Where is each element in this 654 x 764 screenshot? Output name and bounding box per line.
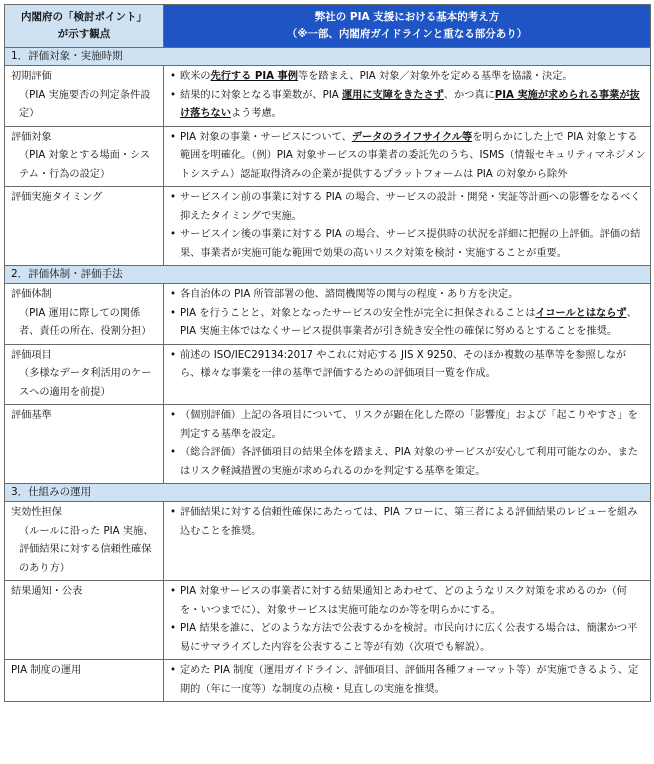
row-sublabel: （PIA 対象とする場面・システム・行為の設定） [19,150,151,180]
header-left-cell [5,5,164,48]
row-sublabel: （多様なデータ利活用のケースへの適用を前提） [19,368,152,398]
bullet-item [168,305,646,342]
pia-table [4,4,651,702]
row-label-cell [5,405,164,484]
bullet-text: サービスイン後の事業に対する PIA の場合、サービス提供時の状況を詳細に把握の上評価。評価の結果、事業者が実施可能な範囲で効果の高いリスク対策を検討・実施することが重要。 [180,229,641,259]
bullet-item [168,444,646,481]
row-label-cell [5,187,164,266]
bullet-text: よう考慮。 [230,108,282,119]
bullet-text: 、かつ真に [443,89,495,101]
header-left-line2: が示す観点 [57,28,111,40]
bullet-text: 結果的に対象となる事業数が、PIA [180,89,342,101]
bullet-item [168,68,646,87]
row-content-cell [164,660,651,702]
table-row [5,126,651,187]
bullet-item [168,407,646,444]
row-label: 評価実施タイミング [11,192,103,203]
bullet-item [168,583,646,620]
emphasis-text: PIA 実施が求められる事業が抜け落ちない [180,89,640,119]
row-sublabel: （PIA 実施要否の判定条件設定） [19,89,151,119]
row-sublabel: （ルールに沿った PIA 実施、評価結果に対する信頼性確保のあり方） [19,525,154,574]
row-label: 評価項目 [11,349,52,361]
section-header-row [5,484,651,502]
row-label: 評価基準 [11,410,52,421]
header-right-line1: 弊社の PIA 支援における基本的考え方 [314,11,500,23]
table-header-row [5,5,651,48]
row-label: 実効性担保 [11,507,62,518]
row-label: 初期評価 [11,71,52,82]
table-row [5,581,651,660]
row-label-cell [5,581,164,660]
bullet-text: を明らかにした上で PIA 対象とする範囲を明確化。（例）PIA 対象サービスの事業者の委託先のうち、ISMS（情報セキュリティマネジメントシステム）認証取得済みの企業が提供するプラットフォームは PIA の対象から除外 [180,131,646,180]
bullet-text: PIA 結果を誰に、どのような方法で公表するかを検討。市民向けに広く公表する場合は、簡潔かつ平易にサマライズした内容を公表すること等が有効（次項でも解説）。 [180,623,638,653]
row-content-cell [164,284,651,345]
bullet-item [168,620,646,657]
bullet-text: （総合評価）各評価項目の結果全体を踏まえ、PIA 対象のサービスが安心して利用可能なのか、またはリスク軽減措置の実施が求められるのかを判定する基準を策定。 [180,447,639,477]
section-header-row [5,266,651,284]
bullet-item [168,189,646,226]
table-row [5,405,651,484]
bullet-text: PIA 対象サービスの事業者に対する結果通知とあわせて、どのようなリスク対策を求めるのか（何を・いつまでに）、対象サービスは実施可能なのか等を明らかにする。 [180,586,627,616]
bullet-item [168,347,646,384]
row-content-cell [164,405,651,484]
row-label-cell [5,502,164,581]
bullet-text: サービスイン前の事業に対する PIA の場合、サービスの設計・開発・実証等計画への影響をなるべく抑えたタイミングで実施。 [180,192,641,222]
header-left-line1: 内閣府の「検討ポイント」 [21,11,147,23]
emphasis-text: 運用に支障をきたさず [341,89,444,101]
section-title: 2．評価体制・評価手法 [5,266,651,284]
section-title: 1．評価対象・実施時期 [5,48,651,66]
row-content-cell [164,344,651,405]
bullet-text: （個別評価）上記の各項目について、リスクが顕在化した際の「影響度」および「起こりやすさ」を判定する基準を設定。 [180,410,638,440]
bullet-item [168,286,646,305]
row-content-cell [164,126,651,187]
bullet-text: 欧米の [180,71,211,82]
table-row [5,66,651,127]
bullet-text: PIA を行うことと、対象となったサービスの安全性が完全に担保されることは [180,307,536,319]
row-content-cell [164,581,651,660]
row-content-cell [164,187,651,266]
table-row [5,187,651,266]
bullet-item [168,226,646,263]
row-content-cell [164,502,651,581]
table-row [5,660,651,702]
section-title: 3．仕組みの運用 [5,484,651,502]
bullet-item [168,87,646,124]
bullet-text: 定めた PIA 制度（運用ガイドライン、評価項目、評価用各種フォーマット等）が実施できるよう、定期的（年に一度等）な制度の点検・見直しの実施を推奨。 [180,665,639,695]
table-row [5,344,651,405]
table-body [5,48,651,702]
table-row [5,502,651,581]
row-label: 評価対象 [11,131,52,143]
emphasis-text: 先行する PIA 事例 [210,71,298,82]
bullet-text: 、PIA 実施主体ではなくサービス提供事業者が引き続き安全性の確保に努めるとすることを推奨。 [180,307,637,337]
bullet-text: 評価結果に対する信頼性確保にあたっては、PIA フローに、第三者による評価結果のレビューを組み込むことを推奨。 [180,507,638,537]
header-right-cell [164,5,651,48]
row-label-cell [5,344,164,405]
bullet-text: 等を踏まえ、PIA 対象／対象外を定める基準を協議・決定。 [297,71,573,82]
bullet-item [168,129,646,185]
bullet-text: 前述の ISO/IEC29134:2017 やこれに対応する JIS X 9250、そのほか複数の基準等を参照しながら、様々な事業を一律の基準で評価するための評価項目一覧を作成。 [180,349,627,379]
row-label-cell [5,66,164,127]
header-right-line2: （※一部、内閣府ガイドラインと重なる部分あり） [286,28,528,40]
row-content-cell [164,66,651,127]
bullet-item [168,662,646,699]
bullet-item [168,504,646,541]
bullet-text: 各自治体の PIA 所管部署の他、諮問機関等の関与の程度・あり方を決定。 [180,289,519,300]
row-label-cell [5,126,164,187]
row-label: PIA 制度の運用 [11,665,82,676]
row-label-cell [5,660,164,702]
row-label: 結果通知・公表 [11,586,83,597]
table-row [5,284,651,345]
row-label-cell [5,284,164,345]
bullet-text: PIA 対象の事業・サービスについて、 [180,131,352,143]
row-sublabel: （PIA 運用に際しての関係者、責任の所在、役割分担） [19,307,152,337]
section-header-row [5,48,651,66]
emphasis-text: データのライフサイクル等 [351,131,473,143]
row-label: 評価体制 [11,289,52,300]
emphasis-text: イコールとはならず [535,307,627,319]
